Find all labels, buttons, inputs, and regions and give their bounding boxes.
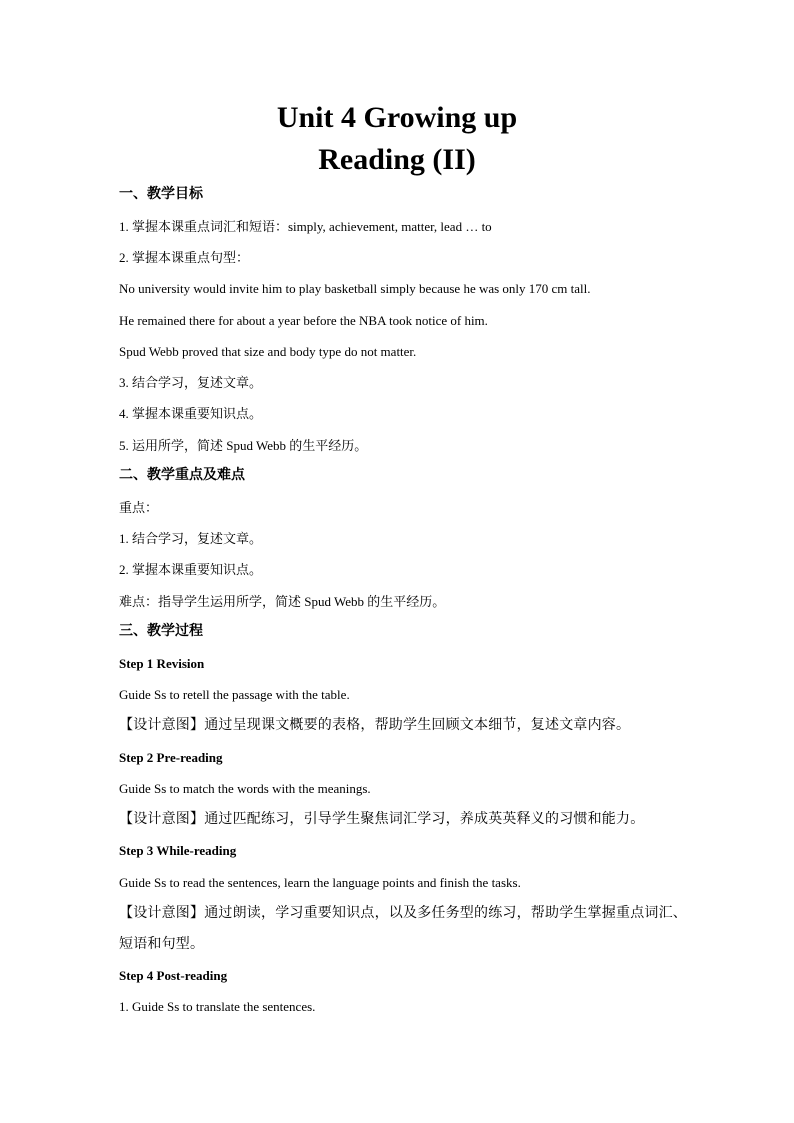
section-heading-objectives: 一、教学目标: [119, 187, 203, 202]
objective-item: 5. 运用所学，简述 Spud Webb 的生平经历。: [119, 438, 368, 453]
step-instruction: Guide Ss to read the sentences, learn the language points and finish the tasks.: [119, 875, 521, 890]
design-intent: 【设计意图】通过匹配练习，引导学生聚焦词汇学习，养成英英释义的习惯和能力。: [119, 812, 645, 827]
design-intent-continued: 短语和句型。: [119, 937, 205, 952]
difficulty-item: 难点：指导学生运用所学，简述 Spud Webb 的生平经历。: [119, 594, 446, 609]
objective-item: 3. 结合学习，复述文章。: [119, 375, 263, 390]
document-title: Unit 4 Growing up: [276, 101, 518, 134]
step-instruction: Guide Ss to match the words with the meanings.: [119, 781, 371, 796]
step-title: Step 3 While-reading: [119, 843, 237, 858]
key-point-item: 2. 掌握本课重要知识点。: [119, 562, 263, 577]
objective-item: 1. 掌握本课重点词汇和短语：simply, achievement, matter, lead … to: [119, 219, 492, 234]
key-sentence: Spud Webb proved that size and body type do not matter.: [119, 344, 417, 359]
key-point-item: 1. 结合学习，复述文章。: [119, 531, 263, 546]
design-intent: 【设计意图】通过朗读，学习重要知识点，以及多任务型的练习，帮助学生掌握重点词汇、: [119, 906, 687, 921]
design-intent: 【设计意图】通过呈现课文概要的表格，帮助学生回顾文本细节，复述文章内容。: [119, 718, 631, 733]
step-title: Step 2 Pre-reading: [119, 750, 223, 765]
document-subtitle: Reading (II): [318, 143, 476, 176]
key-point-label: 重点：: [119, 500, 159, 515]
key-sentence: He remained there for about a year before the NBA took notice of him.: [119, 313, 488, 328]
objective-item: 2. 掌握本课重点句型：: [119, 250, 250, 265]
objective-item: 4. 掌握本课重要知识点。: [119, 406, 263, 421]
step-title: Step 4 Post-reading: [119, 968, 228, 983]
step-title: Step 1 Revision: [119, 656, 205, 671]
section-heading-process: 三、教学过程: [119, 624, 203, 639]
step-instruction: 1. Guide Ss to translate the sentences.: [119, 999, 316, 1014]
step-instruction: Guide Ss to retell the passage with the table.: [119, 687, 350, 702]
key-sentence: No university would invite him to play basketball simply because he was only 170 cm tall.: [119, 281, 591, 296]
section-heading-key-points: 二、教学重点及难点: [119, 468, 245, 483]
